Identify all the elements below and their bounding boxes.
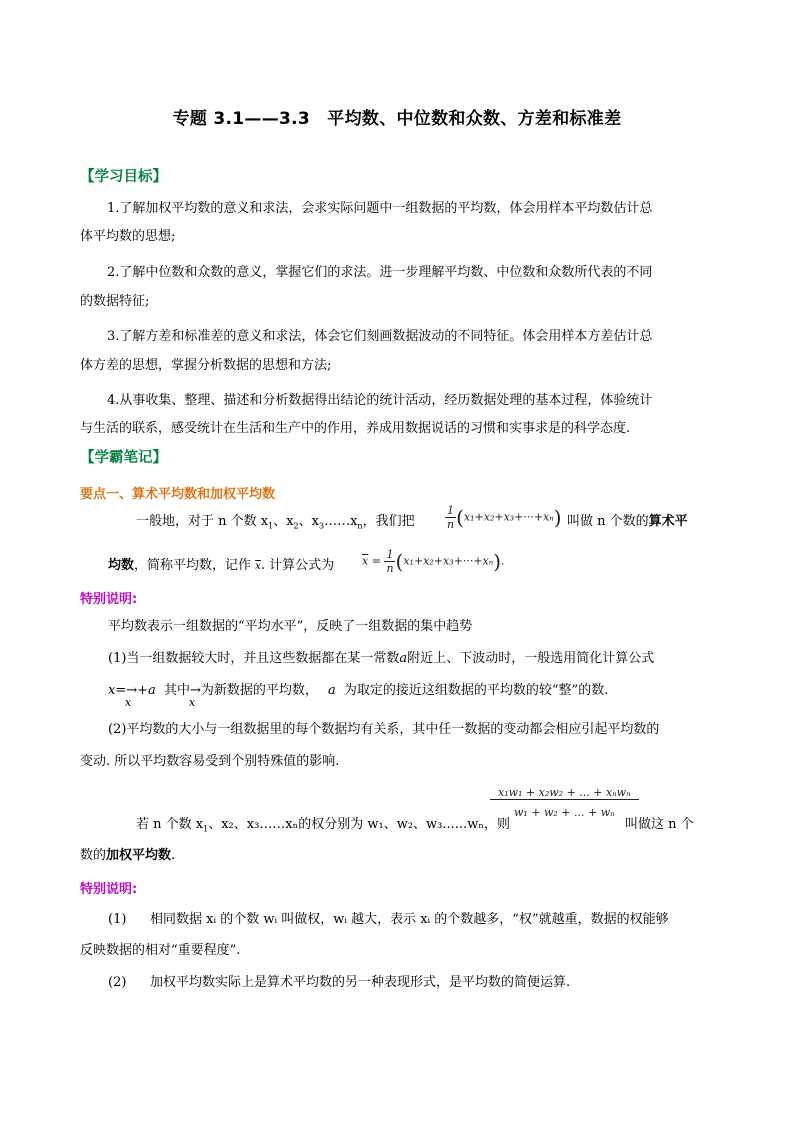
- section-heading-goals: 【学习目标】: [80, 169, 167, 185]
- goal-3-line-1: 3.了解方差和标准差的意义和求法，体会它们刻画数据波动的不同特征。体会用样本方差估计总: [107, 329, 653, 344]
- weighted-formula: $\frac{\text{x₁w₁ + x₂w₂ + ... + xₙwₙ}}{\text{w₁ + w₂ + ... + wₙ}}$: [490, 786, 639, 819]
- mean-definition-formula: $\frac{1}{n}$ (x₁+x₂+x₃+···+xₙ): [447, 504, 562, 531]
- goal-4-line-2: 与生活的联系，感受统计在生活和生产中的作用，养成用数据说话的习惯和实事求是的科学态度.: [80, 421, 631, 436]
- weighted-line-1-end: 叫做这 n 个: [625, 817, 694, 832]
- note-line-4: (2)平均数的大小与一组数据里的每个数据均有关系，其中任一数据的变动都会相应引起平均数的: [108, 722, 660, 737]
- weight-note-1-line-1: 相同数据 xᵢ 的个数 wᵢ 叫做权，wᵢ 越大，表示 xᵢ 的个数越多，“权”就越重，数据的权能够: [150, 912, 669, 927]
- weight-note-2-line: 加权平均数实际上是算术平均数的另一种表现形式，是平均数的简便运算.: [150, 975, 571, 990]
- definition-line-1: 一般地，对于 n 个数 $x_1$、$x_2$、$x_3\dots\dots x_n$，我们把: [136, 514, 415, 531]
- weight-note-1-index: (1): [108, 912, 127, 927]
- note-line-2: (1)当一组数据较大时，并且这些数据都在某一常数a附近上、下波动时，一般选用简化计算公式: [108, 651, 655, 666]
- weighted-line-1: 若 n 个数 $x_1$、x₂、x₃……xₙ的权分别为 w₁、w₂、w₃......wₙ，则: [136, 817, 510, 834]
- note-line-3-sub-x2: x: [189, 696, 196, 709]
- weighted-line-2: 数的加权平均数.: [80, 848, 176, 863]
- point-1-heading: 要点一、算术平均数和加权平均数: [80, 487, 276, 502]
- goal-1-line-1: 1.了解加权平均数的意义和求法，会求实际问题中一组数据的平均数，体会用样本平均数估计总: [107, 201, 653, 216]
- note-line-1: 平均数表示一组数据的“平均水平”，反映了一组数据的集中趋势: [108, 619, 473, 634]
- weight-note-2-index: (2): [108, 975, 127, 990]
- goal-2-line-2: 的数据特征;: [80, 294, 150, 309]
- note-line-5: 变动. 所以平均数容易受到个别特殊值的影响.: [80, 754, 340, 769]
- mean-formula: $\overline{x}$ = $\frac{1}{n}$ (x₁+x₂+x₃+···+xₙ).: [362, 548, 505, 575]
- goal-3-line-2: 体方差的思想，掌握分析数据的思想和方法;: [80, 358, 332, 373]
- goal-2-line-1: 2.了解中位数和众数的意义，掌握它们的求法。进一步理解平均数、中位数和众数所代表的不同: [107, 265, 653, 280]
- special-note-label: 特别说明:: [80, 592, 138, 607]
- weight-note-1-line-2: 反映数据的相对“重要程度”.: [80, 943, 241, 958]
- goal-4-line-1: 4.从事收集、整理、描述和分析数据得出结论的统计活动，经历数据处理的基本过程，体验统计: [107, 393, 653, 408]
- page-title: 专题 3.1——3.3 平均数、中位数和众数、方差和标准差: [172, 109, 622, 129]
- note-line-3-sub-x1: x: [125, 696, 132, 709]
- special-note-label-2: 特别说明:: [80, 882, 138, 897]
- note-line-3: x=→+a 其中→为新数据的平均数， a 为取定的接近这组数据的平均数的较“整”的数.: [108, 683, 609, 698]
- definition-line-2: 均数，简称平均数，记作 $\overline{x}$. 计算公式为: [108, 558, 335, 573]
- definition-line-1-end: 叫做 n 个数的算术平: [567, 514, 688, 529]
- section-heading-notes: 【学霸笔记】: [80, 450, 167, 466]
- goal-1-line-2: 体平均数的思想;: [80, 229, 176, 244]
